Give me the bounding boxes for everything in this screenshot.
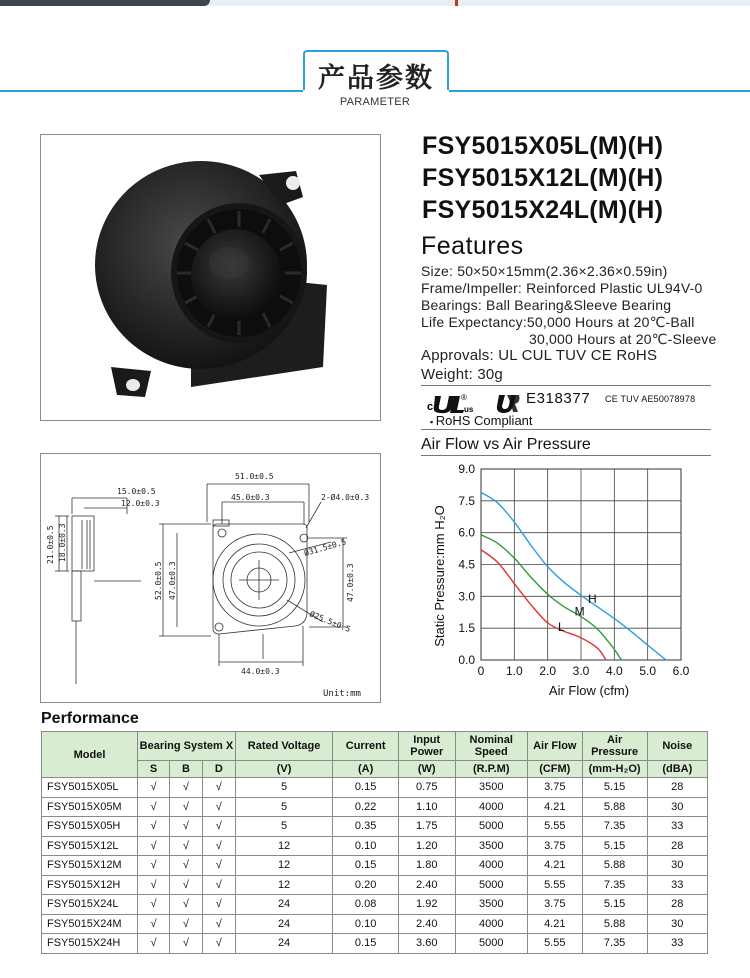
table-row [42, 817, 708, 837]
performance-title: Performance [41, 710, 139, 727]
table-cell: 1.92 [398, 895, 455, 915]
table-cell: 30 [647, 856, 707, 876]
table-cell: √ [138, 836, 170, 856]
table-cell: 12 [235, 875, 333, 895]
table-cell: FSY5015X12H [42, 875, 138, 895]
table-cell: √ [138, 934, 170, 954]
model-name: FSY5015X12L(M)(H) [422, 164, 664, 192]
table-cell: 0.15 [333, 934, 399, 954]
table-cell: 5.88 [582, 797, 647, 817]
section-title-tab [303, 50, 449, 92]
x-tick-label: 4.0 [605, 664, 623, 678]
header-pressure: Air Pressure [582, 732, 647, 761]
table-cell: √ [138, 914, 170, 934]
table-cell: 3500 [455, 895, 527, 915]
table-cell: 28 [647, 836, 707, 856]
table-cell: 5.55 [527, 934, 582, 954]
us-mark: us [464, 405, 474, 414]
dimension-drawing-frame [40, 453, 381, 703]
header-bearing-b: B [169, 761, 202, 778]
table-cell: FSY5015X05L [42, 778, 138, 798]
table-cell: √ [138, 895, 170, 915]
header-current-unit: (A) [333, 761, 399, 778]
table-cell: 0.15 [333, 778, 399, 798]
x-tick-label: 0 [477, 664, 485, 678]
registered-mark: ® [461, 393, 467, 402]
table-cell: √ [202, 817, 235, 837]
pq-chart [421, 456, 711, 702]
dim-side-depth: 15.0±0.5 [117, 487, 156, 496]
dim-side-height: 21.0±0.5 [46, 525, 55, 564]
table-cell: 2.40 [398, 875, 455, 895]
table-cell: FSY5015X05H [42, 817, 138, 837]
table-row [42, 797, 708, 817]
feature-weight: Weight: 30g [421, 366, 503, 383]
table-cell: 4000 [455, 797, 527, 817]
bullet-icon: ▪ [430, 417, 436, 427]
dim-hole-height-right: 47.0±0.3 [346, 563, 355, 602]
dimension-drawing [41, 454, 380, 702]
table-cell: 4.21 [527, 914, 582, 934]
feature-size: Size: 50×50×15mm(2.36×2.36×0.59in) [421, 263, 668, 279]
table-cell: FSY5015X24L [42, 895, 138, 915]
header-bearing-s: S [138, 761, 170, 778]
header-model: Model [42, 732, 138, 778]
x-tick-label: 6.0 [672, 664, 690, 678]
y-tick-label: 9.0 [458, 462, 475, 476]
header-power-unit: (W) [398, 761, 455, 778]
table-cell: FSY5015X12M [42, 856, 138, 876]
table-cell: √ [169, 934, 202, 954]
table-cell: 5.55 [527, 817, 582, 837]
table-cell: √ [169, 778, 202, 798]
y-tick-label: 0.0 [458, 653, 475, 667]
y-tick-label: 3.0 [458, 589, 475, 604]
table-cell: 0.22 [333, 797, 399, 817]
table-cell: 5 [235, 797, 333, 817]
table-cell: 3.75 [527, 778, 582, 798]
dim-mount-holes: 2-Ø4.0±0.3 [321, 493, 370, 502]
x-tick-label: 2.0 [539, 664, 557, 678]
banner-dark-segment [0, 0, 210, 6]
table-cell: 0.10 [333, 836, 399, 856]
table-cell: √ [138, 875, 170, 895]
cert-divider [421, 429, 711, 430]
table-cell: √ [169, 914, 202, 934]
blower-fan-photo [41, 135, 380, 420]
performance-table [41, 731, 708, 954]
table-cell: √ [169, 875, 202, 895]
table-cell: 3.75 [527, 836, 582, 856]
chart-labels [458, 462, 689, 678]
y-tick-label: 6.0 [458, 525, 475, 540]
header-speed: Nominal Speed [455, 732, 527, 761]
dim-hole-spacing: 45.0±0.3 [231, 493, 270, 502]
table-cell: 7.35 [582, 875, 647, 895]
table-cell: √ [202, 778, 235, 798]
table-cell: FSY5015X12L [42, 836, 138, 856]
table-row [42, 875, 708, 895]
table-cell: 5000 [455, 875, 527, 895]
table-cell: √ [169, 895, 202, 915]
table-cell: 5000 [455, 934, 527, 954]
table-cell: FSY5015X05M [42, 797, 138, 817]
table-cell: √ [169, 797, 202, 817]
table-cell: √ [138, 778, 170, 798]
feature-bearings: Bearings: Ball Bearing&Sleeve Bearing [421, 297, 672, 313]
table-cell: √ [202, 875, 235, 895]
table-cell: 2.40 [398, 914, 455, 934]
x-tick-label: 1.0 [505, 664, 523, 678]
table-cell: 1.75 [398, 817, 455, 837]
section-subtitle: PARAMETER [339, 96, 411, 108]
unit-label: Unit:mm [323, 689, 361, 699]
table-cell: √ [202, 895, 235, 915]
y-tick-label: 4.5 [458, 557, 475, 572]
table-cell: 5.55 [527, 875, 582, 895]
table-cell: √ [202, 797, 235, 817]
performance-table-body [42, 778, 708, 954]
section-title: 产品参数 [318, 63, 434, 93]
table-cell: 5000 [455, 817, 527, 837]
dim-overall-width: 51.0±0.5 [235, 472, 274, 481]
table-cell: 4000 [455, 914, 527, 934]
dim-hole-height-left: 47.0±0.3 [168, 561, 177, 600]
header-voltage-unit: (V) [235, 761, 333, 778]
table-cell: 0.10 [333, 914, 399, 934]
table-cell: 24 [235, 934, 333, 954]
table-cell: 1.10 [398, 797, 455, 817]
table-cell: 5.15 [582, 895, 647, 915]
table-cell: 1.20 [398, 836, 455, 856]
table-cell: 3500 [455, 836, 527, 856]
table-row [42, 934, 708, 954]
table-cell: 1.80 [398, 856, 455, 876]
table-cell: √ [138, 797, 170, 817]
series-label: H [588, 591, 597, 606]
table-cell: √ [202, 836, 235, 856]
table-cell: 0.75 [398, 778, 455, 798]
table-row [42, 856, 708, 876]
table-row [42, 895, 708, 915]
product-photo-frame [40, 134, 381, 421]
c-mark: c [427, 401, 434, 413]
feature-frame: Frame/Impeller: Reinforced Plastic UL94V-0 [421, 280, 703, 296]
table-cell: 7.35 [582, 934, 647, 954]
feature-approvals: Approvals: UL CUL TUV CE RoHS [421, 347, 658, 364]
ur-recognized-mark-icon [493, 392, 521, 414]
table-cell: 5.15 [582, 778, 647, 798]
header-voltage: Rated Voltage [235, 732, 333, 761]
table-cell: FSY5015X24M [42, 914, 138, 934]
table-cell: 3500 [455, 778, 527, 798]
top-banner-strip [0, 0, 750, 6]
chart-title: Air Flow vs Air Pressure [421, 436, 591, 453]
header-speed-unit: (R.P.M) [455, 761, 527, 778]
ul-file-number: E318377 [526, 390, 591, 407]
x-tick-label: 3.0 [572, 664, 590, 678]
table-cell: √ [202, 856, 235, 876]
features-divider [421, 385, 711, 386]
header-bearing: Bearing System X [138, 732, 236, 761]
table-cell: 28 [647, 895, 707, 915]
table-cell: 0.35 [333, 817, 399, 837]
table-cell: 7.35 [582, 817, 647, 837]
table-cell: √ [138, 817, 170, 837]
x-tick-label: 5.0 [639, 664, 657, 678]
table-cell: 0.20 [333, 875, 399, 895]
series-line-m [481, 535, 621, 660]
model-name: FSY5015X05L(M)(H) [422, 132, 664, 160]
table-cell: 33 [647, 875, 707, 895]
table-cell: 12 [235, 856, 333, 876]
table-cell: 24 [235, 914, 333, 934]
table-cell: 33 [647, 934, 707, 954]
cert-codes: CE TUV AE50078978 [605, 394, 696, 404]
table-cell: 30 [647, 797, 707, 817]
series-label: M [574, 604, 585, 619]
dim-overall-height: 52.0±0.5 [154, 561, 163, 600]
dim-outer-diameter: Ø31.5±0.5 [303, 537, 348, 558]
table-cell: √ [202, 914, 235, 934]
table-cell: 5 [235, 778, 333, 798]
dim-side-depth-inner: 12.0±0.3 [121, 499, 160, 508]
header-pressure-unit: (mm-H₂O) [582, 761, 647, 778]
rohs-line [430, 413, 533, 428]
header-power: Input Power [398, 732, 455, 761]
y-tick-label: 7.5 [458, 493, 475, 508]
table-cell: 12 [235, 836, 333, 856]
feature-life: Life Expectancy:50,000 Hours at 20℃-Ball [421, 314, 695, 330]
y-tick-label: 1.5 [458, 621, 475, 636]
header-current: Current [333, 732, 399, 761]
table-cell: 0.15 [333, 856, 399, 876]
table-cell: 5.88 [582, 914, 647, 934]
table-cell: 33 [647, 817, 707, 837]
dim-bottom-width: 44.0±0.3 [241, 667, 280, 676]
table-cell: √ [138, 856, 170, 876]
cul-us-mark-icon [427, 392, 487, 414]
table-row [42, 914, 708, 934]
table-cell: 28 [647, 778, 707, 798]
chart-grid [481, 469, 681, 660]
table-cell: 5 [235, 817, 333, 837]
features-heading: Features [421, 232, 524, 260]
header-noise: Noise [647, 732, 707, 761]
rohs-text: RoHS Compliant [435, 413, 533, 428]
table-cell: √ [202, 934, 235, 954]
chart-series [481, 492, 666, 660]
table-row [42, 778, 708, 798]
table-cell: √ [169, 817, 202, 837]
dim-side-height-inner: 18.0±0.3 [58, 523, 67, 562]
table-cell: 30 [647, 914, 707, 934]
table-cell: 5.88 [582, 856, 647, 876]
table-row [42, 836, 708, 856]
table-cell: 5.15 [582, 836, 647, 856]
table-cell: 3.60 [398, 934, 455, 954]
header-flow: Air Flow [527, 732, 582, 761]
table-cell: 4.21 [527, 797, 582, 817]
feature-life-sleeve: 30,000 Hours at 20℃-Sleeve [529, 331, 717, 347]
dim-inner-diameter: Ø25.5±0.5 [308, 609, 352, 635]
table-cell: FSY5015X24H [42, 934, 138, 954]
chart-y-axis-label: Static Pressure:mm H₂O [432, 505, 447, 647]
banner-red-mark [455, 0, 458, 6]
series-label: L [558, 620, 565, 635]
header-bearing-d: D [202, 761, 235, 778]
chart-x-axis-label: Air Flow (cfm) [548, 683, 630, 698]
header-noise-unit: (dBA) [647, 761, 707, 778]
table-cell: 4000 [455, 856, 527, 876]
model-name: FSY5015X24L(M)(H) [422, 196, 664, 224]
table-cell: 24 [235, 895, 333, 915]
header-flow-unit: (CFM) [527, 761, 582, 778]
table-cell: 0.08 [333, 895, 399, 915]
table-cell: 4.21 [527, 856, 582, 876]
table-cell: 3.75 [527, 895, 582, 915]
table-cell: √ [169, 856, 202, 876]
table-cell: √ [169, 836, 202, 856]
